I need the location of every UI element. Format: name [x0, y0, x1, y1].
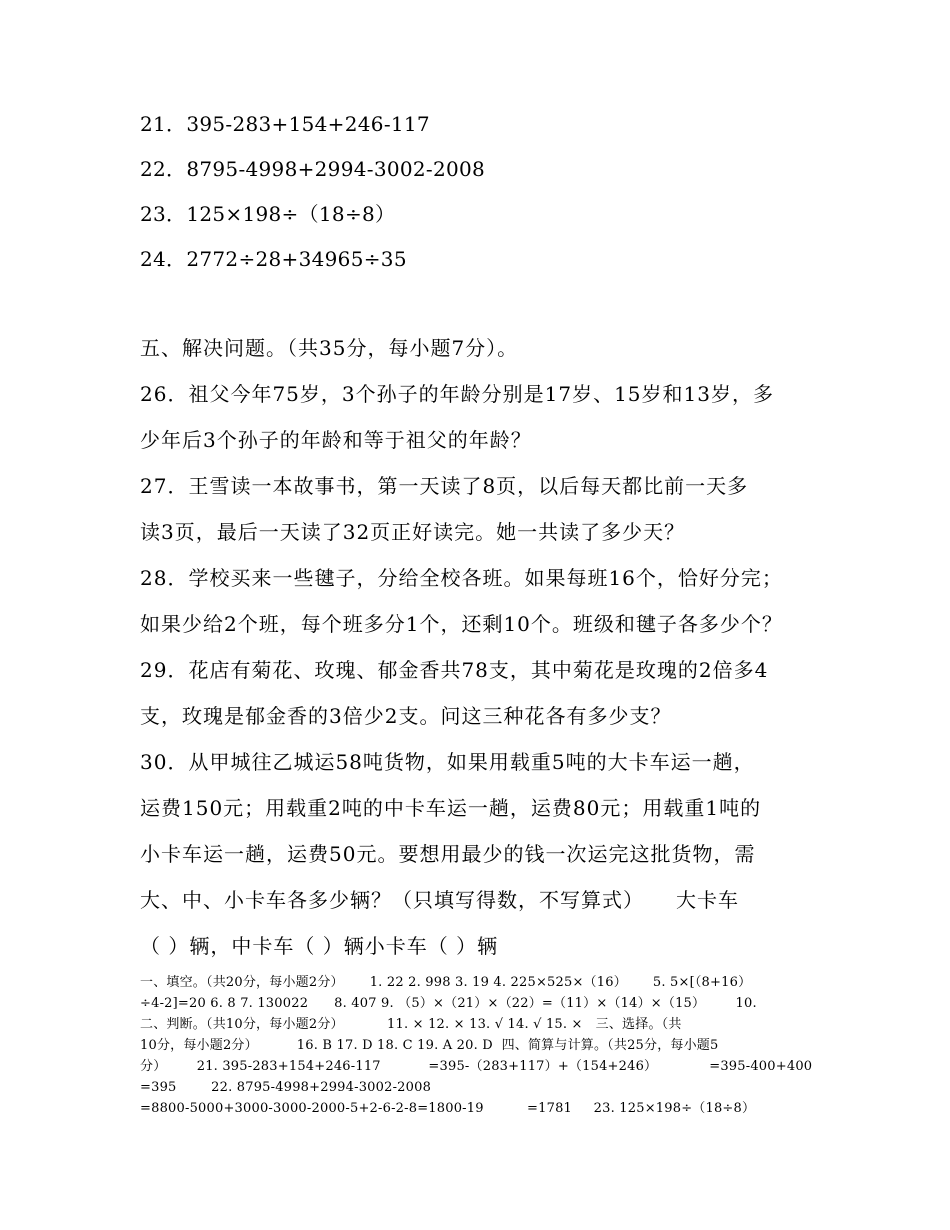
problem-30-line-1: 30．从甲城往乙城运58吨货物，如果用载重5吨的大卡车运一趟， — [140, 750, 755, 774]
answer-line: 10分，每小题2分） 16. B 17. D 18. C 19. A 20. D 四、简算与计算。（共25分，每小题5 — [140, 1038, 719, 1053]
calc-problem-21: 21．395-283+154+246-117 — [140, 112, 430, 136]
problem-26-line-1: 26．祖父今年75岁，3个孙子的年龄分别是17岁、15岁和13岁，多 — [140, 382, 774, 406]
answer-line: =395 22. 8795-4998+2994-3002-2008 — [140, 1080, 432, 1095]
section-5-heading: 五、解决问题。（共35分，每小题7分）。 — [140, 336, 519, 360]
answer-line: 分） 21. 395-283+154+246-117 =395-（283+117）+（154+246） =395-400+400 — [140, 1059, 813, 1074]
calc-problem-24: 24．2772÷28+34965÷35 — [140, 247, 407, 271]
problem-26-line-2: 少年后3个孙子的年龄和等于祖父的年龄？ — [140, 428, 532, 452]
answer-line: =8800-5000+3000-3000-2000-5+2-6-2-8=1800-19 =1781 23. 125×198÷（18÷8） — [140, 1101, 756, 1116]
problem-30-line-2: 运费150元；用载重2吨的中卡车运一趟，运费80元；用载重1吨的 — [140, 796, 762, 820]
answer-key — [140, 972, 816, 1119]
problem-28-line-2: 如果少给2个班，每个班多分1个，还剩10个。班级和毽子各多少个？ — [140, 612, 783, 636]
answer-line: 二、判断。（共10分，每小题2分） 11. × 12. × 13. √ 14. √ 15. × 三、选择。（共 — [140, 1017, 682, 1032]
calc-problem-23: 23．125×198÷（18÷8） — [140, 202, 396, 226]
answer-line: 一、填空。（共20分，每小题2分） 1. 22 2. 998 3. 19 4. 225×525×（16） 5. 5×[（8+16） — [140, 975, 752, 990]
problem-29-line-2: 支，玫瑰是郁金香的3倍少2支。问这三种花各有多少支？ — [140, 704, 672, 728]
problem-27-line-2: 读3页，最后一天读了32页正好读完。她一共读了多少天？ — [140, 520, 686, 544]
problem-27-line-1: 27．王雪读一本故事书，第一天读了8页，以后每天都比前一天多 — [140, 474, 749, 498]
problem-29-line-1: 29．花店有菊花、玫瑰、郁金香共78支，其中菊花是玫瑰的2倍多4 — [140, 658, 769, 682]
answer-line: ÷4-2]=20 6. 8 7. 130022 8. 407 9. （5）×（21）×（22）=（11）×（14）×（15） 10. — [140, 996, 757, 1011]
problem-28-line-1: 28．学校买来一些毽子，分给全校各班。如果每班16个，恰好分完； — [140, 566, 783, 590]
problem-30-line-5: （ ）辆，中卡车（ ）辆小卡车（ ）辆 — [140, 934, 499, 958]
problem-30-line-3: 小卡车运一趟，运费50元。要想用最少的钱一次运完这批货物，需 — [140, 842, 756, 866]
problem-30-line-4: 大、中、小卡车各多少辆？（只填写得数，不写算式） 大卡车 — [140, 888, 739, 912]
calc-problem-22: 22．8795-4998+2994-3002-2008 — [140, 157, 486, 181]
section-5 — [140, 325, 816, 969]
